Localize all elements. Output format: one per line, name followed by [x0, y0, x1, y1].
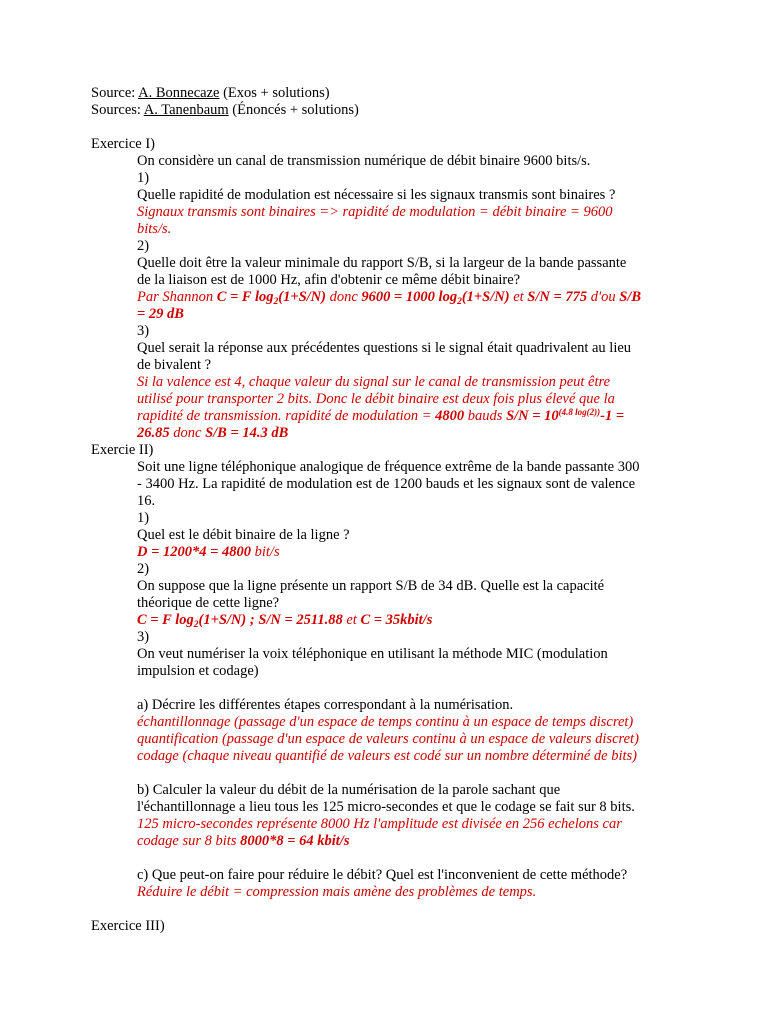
source-author-link[interactable]: A. Bonnecaze: [138, 85, 220, 101]
answer-text: codage (chaque niveau quantifié de valeurs est codé sur un nombre déterminé de bits): [137, 748, 637, 764]
question-number: 2): [137, 238, 150, 254]
question-text: théorique de cette ligne?: [137, 595, 280, 611]
question-text: Quel est le débit binaire de la ligne ?: [137, 527, 350, 543]
source-line-1: Source: A. Bonnecaze (Exos + solutions): [91, 85, 330, 101]
question-number: 2): [137, 561, 150, 577]
answer-formula: C = F $\log_2(1+S/N)$ ; S/N = 2511.88 et C = 35kbit/s: [137, 612, 433, 630]
question-text: Quel serait la réponse aux précédentes questions si le signal était quadrivalent au lieu: [137, 340, 632, 356]
exercise-3-title: Exercice III): [91, 918, 165, 934]
answer-text: bits/s.: [137, 221, 172, 237]
answer-formula: codage sur 8 bits 8000*8 = 64 kbit/s: [137, 833, 350, 849]
question-text: impulsion et codage): [137, 663, 259, 679]
answer-text: utilisé pour transporter 2 bits. Donc le débit binaire est deux fois plus élevé que la: [137, 391, 615, 407]
answer-formula: = 29 dB: [137, 306, 184, 322]
exercise-2-intro: 16.: [137, 493, 156, 509]
answer-text: Réduire le débit = compression mais amène des problèmes de temps.: [137, 884, 537, 900]
question-text: de la liaison est de 1000 Hz, afin d'obtenir ce même débit binaire?: [137, 272, 521, 288]
sub-question-a: a) Décrire les différentes étapes correspondant à la numérisation.: [137, 697, 514, 713]
answer-text: Signaux transmis sont binaires => rapidité de modulation = débit binaire = 9600: [137, 204, 613, 220]
answer-formula: rapidité de transmission. rapidité de modulation = 4800 bauds $S/N = 10^{(4.8 log(2))}-1$ =: [137, 407, 625, 424]
exercise-1-intro: On considère un canal de transmission numérique de débit binaire 9600 bits/s.: [137, 153, 591, 169]
answer-text: quantification (passage d'un espace de valeurs continu à un espace de valeurs discret): [137, 731, 639, 747]
question-number: 1): [137, 510, 150, 526]
sub-question-b: l'échantillonnage a lieu tous les 125 micro-secondes et que le codage se fait sur 8 bits.: [137, 799, 635, 815]
source-line-2: Sources: A. Tanenbaum (Énoncés + solutions): [91, 102, 359, 118]
exercise-2-intro: Soit une ligne téléphonique analogique de fréquence extrême de la bande passante 300: [137, 459, 640, 475]
sub-question-c: c) Que peut-on faire pour réduire le débit? Quel est l'inconvenient de cette méthode?: [137, 867, 628, 883]
question-text: Quelle doit être la valeur minimale du rapport S/B, si la largeur de la bande passante: [137, 255, 627, 271]
question-text: On suppose que la ligne présente un rapport S/B de 34 dB. Quelle est la capacité: [137, 578, 605, 594]
source-author-link[interactable]: A. Tanenbaum: [143, 102, 229, 118]
answer-formula: 26.85 donc S/B = 14.3 dB: [137, 425, 289, 441]
exercise-2-title: Exercie II): [91, 442, 154, 458]
exercise-1-title: Exercice I): [91, 136, 155, 152]
answer-formula: Par Shannon C = F $\log_2(1+S/N)$ donc 9600 = 1000 $\log_2(1+S/N)$ et S/N = 775 d'ou S/B: [137, 289, 641, 307]
question-text: Quelle rapidité de modulation est nécessaire si les signaux transmis sont binaires ?: [137, 187, 616, 203]
question-text: On veut numériser la voix téléphonique en utilisant la méthode MIC (modulation: [137, 646, 608, 662]
question-text: de bivalent ?: [137, 357, 212, 373]
answer-text: Si la valence est 4, chaque valeur du signal sur le canal de transmission peut être: [137, 374, 611, 390]
question-number: 1): [137, 170, 150, 186]
exercise-2-intro: - 3400 Hz. La rapidité de modulation est de 1200 bauds et les signaux sont de valence: [137, 476, 636, 492]
answer-formula: D = 1200*4 = 4800 bit/s: [137, 544, 280, 560]
answer-text: 125 micro-secondes représente 8000 Hz l'amplitude est divisée en 256 echelons car: [137, 816, 622, 832]
sub-question-b: b) Calculer la valeur du débit de la numérisation de la parole sachant que: [137, 782, 561, 798]
question-number: 3): [137, 629, 150, 645]
question-number: 3): [137, 323, 150, 339]
answer-text: échantillonnage (passage d'un espace de temps continu à un espace de temps discret): [137, 714, 634, 730]
